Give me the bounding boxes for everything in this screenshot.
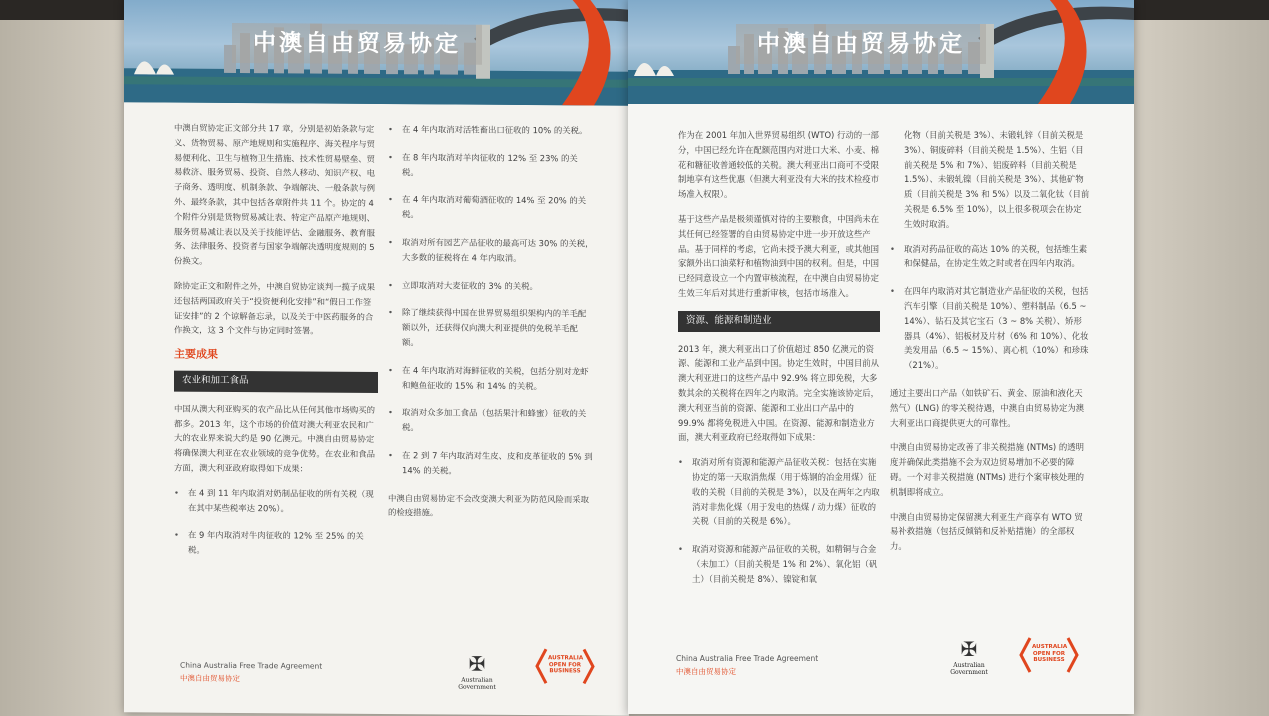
list-item: • 在 8 年内取消对羊肉征收的 12% 至 23% 的关税。: [388, 150, 594, 181]
staple-food-paragraph: 基于这些产品是极须谨慎对待的主要粮食，中国尚未在其任何已经签署的自由贸易协定中进一步开放这些产品。基于同样的考虑，它尚未授予澳大利亚，或其他国家额外出口油菜籽和植物油到中国的权利。但是，中国已经同意设立一个内置审核流程，在中澳自由贸易协定生效三年后对其进行重新审核，包括市场准入。: [678, 213, 879, 298]
left-page: [124, 0, 629, 716]
australian-government-logo: [442, 650, 512, 698]
subsection-bar: 资源、能源和制造业: [678, 311, 880, 332]
chevron-left-icon: [534, 647, 548, 685]
open-for-business-logo: [534, 647, 596, 687]
coat-of-arms-icon: ✠: [960, 637, 978, 661]
list-item: • 取消对药品征收的高达 10% 的关税，包括维生素和保健品，在协定生效之时或者在四年内取消。: [890, 242, 1090, 272]
list-item: • 在 4 年内取消对海鲜征收的关税，包括分别对龙虾和鲍鱼征收的 15% 和 14% 的关税。: [388, 363, 594, 394]
resources-bullet-list: [678, 455, 880, 586]
list-item: • 立即取消对大麦征收的 3% 的关税。: [388, 278, 594, 294]
list-item: • 除了继续获得中国在世界贸易组织架构内的羊毛配额以外，还获得仅向澳大利亚提供的免税羊毛配额。: [388, 305, 594, 351]
list-item: • 取消对众多加工食品（包括果汁和蜂蜜）征收的关税。: [388, 405, 594, 436]
open-for-business-logo: [1018, 636, 1080, 676]
agri-bullet-list: [174, 485, 378, 559]
quarantine-paragraph: 中澳自由贸易协定不会改变澳大利亚为防范风险而采取的检疫措施。: [388, 492, 589, 518]
list-item: • 取消对所有园艺产品征收的最高可达 30% 的关税，大多数的征税将在 4 年内取消。: [388, 235, 594, 266]
biz-logo-label: AUSTRALIA OPEN FOR BUSINESS: [1032, 644, 1068, 663]
gov-logo-label: Australian Government: [950, 662, 988, 676]
intro-paragraph-2: 除协定正文和附件之外，中澳自贸协定谈判一揽子成果还包括两国政府关于“投资便利化安排”和“假日工作签证安排”的 2 个谅解备忘录，以及关于中医药服务的合作换文，这 3 个文件与协定同时签署。: [174, 280, 375, 336]
list-item: • 在 2 到 7 年内取消对生皮、皮和皮革征收的 5% 到 14% 的关税。: [388, 448, 594, 479]
footer-english: China Australia Free Trade Agreement: [180, 660, 323, 671]
list-item: • 在 9 年内取消对牛肉征收的 12% 至 25% 的关税。: [174, 528, 378, 559]
subsection-bar: 农业和加工食品: [174, 371, 378, 393]
list-item: • 取消对资源和能源产品征收的关税，如精铜与合金（未加工）（目前关税是 1% 和 2%）、氧化铝（矾土）（目前关税是 8%）、镍锭和氧: [678, 542, 880, 586]
chevron-left-icon: [1018, 636, 1032, 674]
australian-government-logo: [934, 636, 1004, 684]
list-item: • 在四年内取消对其它制造业产品征收的关税，包括汽车引擎（目前关税是 10%）、塑料制品（6.5 ~ 14%）、钻石及其它宝石（3 ~ 8% 关税）、矫形器具（4%）、铝板材及片材（6% 和 10%）、化妆美发用品（6.5 ~ 15%）、离心机（10%）和珍珠（21%）。: [890, 284, 1090, 373]
wto-quota-paragraph: 作为在 2001 年加入世界贸易组织 (WTO) 行动的一部分，中国已经允许在配额范围内对进口大米、小麦、棉花和糖征收普通较低的关税。澳大利亚出口商可不受限制地享有这些优惠（但澳大利亚没有大米的技术检疫市场准入权限）。: [678, 130, 879, 200]
biz-logo-label: AUSTRALIA OPEN FOR BUSINESS: [548, 655, 584, 675]
gov-logo-label: Australian Government: [458, 676, 496, 691]
left-column-2: [388, 122, 594, 532]
list-item: • 在 4 年内取消对活牲畜出口征收的 10% 的关税。: [388, 122, 594, 138]
chevron-right-icon: [582, 647, 596, 685]
coat-of-arms-icon: ✠: [468, 651, 486, 676]
banner-title: 中澳自由贸易协定: [232, 23, 482, 65]
list-item: • 在 4 年内取消对葡萄酒征收的 14% 至 20% 的关税。: [388, 192, 594, 223]
banner-image: [124, 0, 629, 106]
left-column-1: [174, 121, 378, 572]
footer-chinese: 中澳自由贸易协定: [180, 673, 240, 684]
wto-remedy-paragraph: 中澳自由贸易协定保留澳大利亚生产商享有 WTO 贸易补救措施（包括反倾销和反补贴措施）的全部权力。: [890, 511, 1083, 552]
list-item: • 在 4 到 11 年内取消对奶制品征收的所有关税（现在其中某些税率达 20%）。: [174, 485, 378, 516]
banner-title: 中澳自由贸易协定: [736, 24, 986, 64]
resources-paragraph: 2013 年，澳大利亚出口了价值超过 850 亿澳元的资源、能源和工业产品到中国。协定生效时，中国目前从澳大利亚进口的这些产品中 92.9% 将立即免税，大多数其余的关税将在四年之内取消。完全实施该协定后，澳大利亚当前的资源、能源和工业出口产品中的 99.9% 都将免税进入中国。在资源、能源和制造业方面，澳大利亚政府已经取得如下成果：: [678, 343, 879, 443]
ntm-paragraph: 中澳自由贸易协定改善了非关税措施 (NTMs) 的透明度并确保此类措施不会为双边贸易增加不必要的障碍。一个对非关税措施 (NTMs) 进行个案审核处理的机制即将成立。: [890, 442, 1084, 497]
section-title: 主要成果: [174, 347, 218, 362]
banner-image: [628, 0, 1134, 104]
chevron-right-icon: [1066, 636, 1080, 674]
intro-paragraph: 中澳自贸协定正文部分共 17 章，分别是初始条款与定义、货物贸易、原产地规则和实施程序、海关程序与贸易便利化、卫生与植物卫生措施、技术性贸易壁垒、贸易救济、服务贸易、投资、自然人移动、知识产权、电子商务、透明度、机制条款、争端解决、一般条款与例外、最终条款，其中包括各章附件共 11 个。协定的 4 个附件分别是货物贸易减让表、特定产品原产地规则、服务贸易减让表以及关于技能评估、金融服务、教育服务、法律服务、投资者与国家争端解决透明度规则的 5 份换文。: [174, 122, 375, 266]
footer-chinese: 中澳自由贸易协定: [676, 667, 736, 676]
agri-paragraph: 中国从澳大利亚购买的农产品比从任何其他市场购买的都多。2013 年，这个市场的价值对澳大利亚农民和广大的农业界来说大约是 90 亿澳元。中澳自由贸易协定将确保澳大利亚在农业领域的竞争优势。在农业和食品方面，澳大利亚政府取得如下成果：: [174, 403, 375, 474]
agri-bullet-list-2: [388, 122, 594, 479]
right-column-1: [678, 128, 880, 600]
list-item: • 取消对所有资源和能源产品征收关税：包括在实施协定的第一天取消焦煤（用于炼钢的冶金用煤）征收的关税（目前的关税是 3%），以及在两年之内取消对非焦化煤（用于发电的热煤 / 动力煤）征收的关税（目前的关税是 6%）。: [678, 455, 880, 529]
right-column-2: [890, 128, 1090, 564]
footer-english: China Australia Free Trade Agreement: [676, 654, 819, 663]
right-page: [628, 0, 1134, 714]
manufacturing-bullet-list: [890, 242, 1090, 373]
lng-paragraph: 通过主要出口产品（如铁矿石、黄金、原油和液化天然气）(LNG) 的零关税待遇，中澳自由贸易协定为澳大利亚出口商提供更大的可靠性。: [890, 387, 1085, 428]
continued-list-text: 化物（目前关税是 3%）、未锻轧锌（目前关税是 3%）、铜废碎料（目前关税是 1.5%）、生铝（目前关税是 5% 和 7%）、铝废碎料（目前关税是 1.5%）、未锻轧镍（目前关税是 3%）、其他矿物质（目前关税是 3% 和 5%）以及二氧化钛（目前关税是 6.5% 至 10%），以上很多税项会在协定生效时取消。: [904, 130, 1090, 229]
